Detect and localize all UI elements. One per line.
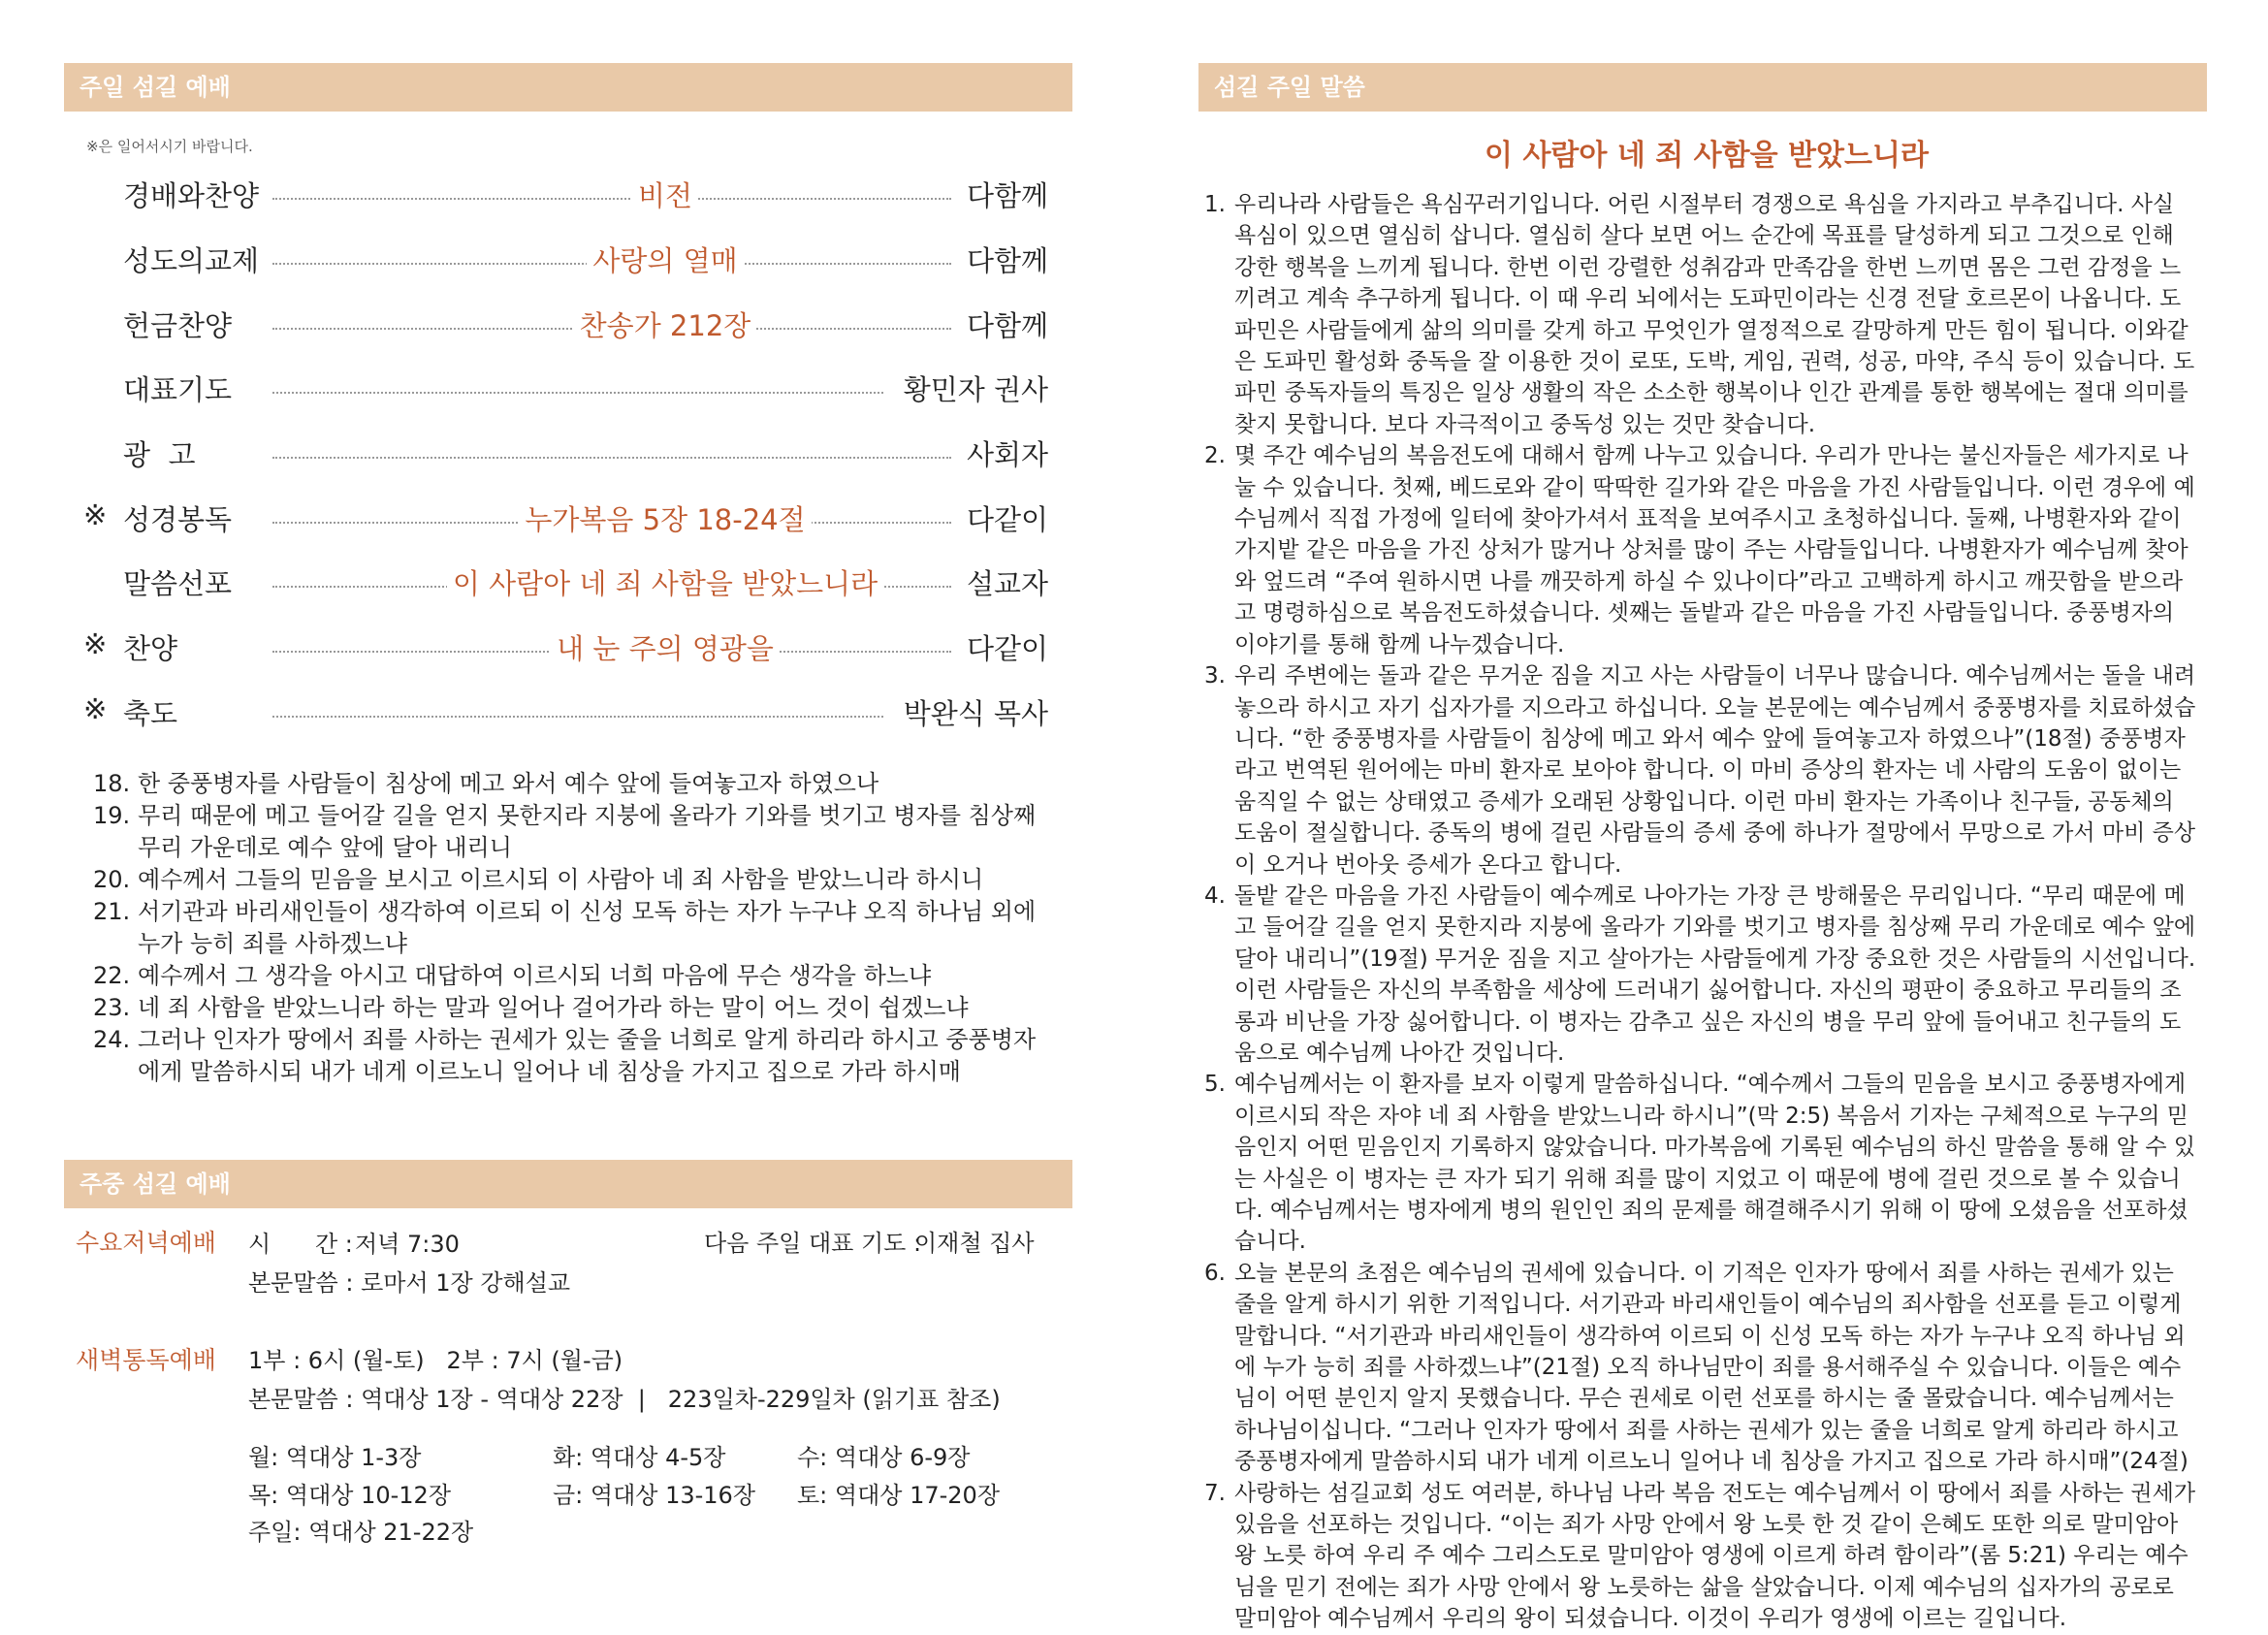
reading-thu: 목: 역대상 10-12장 — [248, 1482, 452, 1509]
point-number: 2. — [1204, 443, 1226, 469]
order-person: 사회자 — [966, 438, 1048, 471]
order-item: 사랑의 열매 — [374, 240, 956, 279]
order-label: 헌금찬양 — [123, 309, 233, 342]
point-number: 3. — [1204, 663, 1226, 689]
order-person: 박완식 목사 — [903, 697, 1048, 730]
order-item: 내 눈 주의 영광을 — [374, 627, 956, 667]
order-item: 이 사람아 네 죄 사함을 받았느니라 — [374, 562, 956, 602]
verse-number: 18. — [93, 770, 131, 797]
reading-fri: 금: 역대상 13-16장 — [553, 1482, 756, 1509]
order-label: 말씀선포 — [123, 567, 233, 600]
order-label: 찬양 — [123, 632, 178, 665]
order-item: 찬송가 212장 — [374, 305, 956, 344]
reading-wed: 수: 역대상 6-9장 — [797, 1444, 971, 1471]
order-person: 다같이 — [966, 503, 1048, 536]
reading-tue: 화: 역대상 4-5장 — [553, 1444, 726, 1471]
point-number: 7. — [1204, 1480, 1226, 1506]
dawn-times: 1부 : 6시 (월-토) 2부 : 7시 (월-금) — [248, 1347, 623, 1374]
verse-text: 예수께서 그들의 믿음을 보시고 이르시되 이 사람아 네 죄 사함을 받았느니라 하시니 — [138, 866, 984, 893]
standing-mark: ※ — [83, 498, 108, 531]
sermon-title: 이 사람아 네 죄 사함을 받았느니라 — [1485, 139, 1929, 173]
verse-number: 24. — [93, 1026, 131, 1053]
point-text: 우리나라 사람들은 욕심꾸러기입니다. 어린 시절부터 경쟁으로 욕심을 가지라고 부추깁니다. 사실 욕심이 있으면 열심히 삽니다. 열심히 살다 보면 어느 순간에 목표를 달성하게 되고 그것으로 인해 강한 행복을 느끼게 됩니다. 한번 이런 강렬한 성취감과 만족감을 한번 느끼면 몸은 그런 감정을 느끼려고 계속 추구하게 됩니다. 이 때 우리 뇌에서는 도파민이라는 신경 전달 호르몬이 나옵니다. 도파민은 사람들에게 삶의 의미를 갖게 하고 무엇인가 열정적으로 갈망하게 만든 힘이 됩니다. 이와같은 도파민 활성화 중독을 잘 이용한 것이 로또, 도박, 게임, 권력, 성공, 마약, 주식 등이 있습니다. 도파민 중독자들의 특징은 일상 생활의 작은 소소한 행복이나 인간 관계를 통한 행복에는 절대 의미를 찾지 못합니다. 보다 자극적이고 중독성 있는 것만 찾습니다. — [1234, 192, 2195, 437]
wednesday-time-label: 시 간 : — [248, 1231, 353, 1258]
sermon-points — [1204, 189, 2201, 1635]
sermon-point — [1204, 1069, 2201, 1257]
section-header-weekday-worship: 주중 섬길 예배 — [64, 1160, 1072, 1208]
reading-sun: 주일: 역대상 21-22장 — [248, 1519, 474, 1546]
point-text: 몇 주간 예수님의 복음전도에 대해서 함께 나누고 있습니다. 우리가 만나는 불신자들은 세가지로 나눌 수 있습니다. 첫째, 베드로와 같이 딱딱한 길가와 같은 마음을 가진 사람들입니다. 이런 경우에 예수님께서 직접 가정에 일터에 찾아가셔서 표적을 보여주시고 초청하십니다. 둘째, 나병환자와 같이 가지밭 같은 마음을 가진 상처가 많거나 상처를 많이 주는 사람들입니다. 나병환자가 예수님께 찾아와 엎드려 “주여 원하시면 나를 깨끗하게 하실 수 있나이다”라고 고백하게 하시고 깨끗함을 받으라고 명령하심으로 복음전도하셨습니다. 셋째는 돌밭과 같은 마음을 가진 사람들입니다. 중풍병자의 이야기를 통해 함께 나누겠습니다. — [1234, 443, 2195, 657]
section-header-sermon: 섬길 주일 말씀 — [1198, 63, 2207, 112]
reading-sat: 토: 역대상 17-20장 — [797, 1482, 1001, 1509]
point-number: 6. — [1204, 1260, 1226, 1286]
verse-text: 서기관과 바리새인들이 생각하여 이르되 이 신성 모독 하는 자가 누구냐 오직 하나님 외에 누가 능히 죄를 사하겠느냐 — [138, 898, 1037, 957]
order-label: 경배와찬양 — [123, 179, 260, 212]
order-item: 비전 — [374, 175, 956, 214]
sermon-point — [1204, 440, 2201, 660]
wednesday-time: 저녁 7:30 — [355, 1231, 460, 1258]
point-number: 4. — [1204, 882, 1226, 909]
verse-number: 19. — [93, 802, 131, 829]
standing-note: ※은 일어서시기 바랍니다. — [86, 138, 253, 155]
section-header-sunday-worship: 주일 섬길 예배 — [64, 63, 1072, 112]
standing-mark: ※ — [83, 627, 108, 660]
reading-mon: 월: 역대상 1-3장 — [248, 1444, 422, 1471]
dawn-text: 본문말씀 : 역대상 1장 - 역대상 22장 | 223일차-229일차 (읽기표 참조) — [248, 1386, 1001, 1413]
verse-text: 네 죄 사함을 받았느니라 하는 말과 일어나 걸어가라 하는 말이 어느 것이 쉽겠느냐 — [138, 994, 969, 1021]
verse-text: 예수께서 그 생각을 아시고 대답하여 이르시되 너희 마음에 무슨 생각을 하느냐 — [138, 962, 932, 989]
verse-number: 20. — [93, 866, 131, 893]
verse-number: 22. — [93, 962, 131, 989]
point-text: 우리 주변에는 돌과 같은 무거운 짐을 지고 사는 사람들이 너무나 많습니다. 예수님께서는 돌을 내려놓으라 하시고 자기 십자가를 지으라고 하십니다. 오늘 본문에는 예수님께서 중풍병자를 치료하셨습니다. “한 중풍병자를 사람들이 침상에 메고 와서 예수 앞에 들여놓고자 하였으나”(18절) 중풍병자라고 번역된 원어에는 마비 환자로 보아야 합니다. 이 마비 증상의 환자는 네 사람의 도움이 없이는 움직일 수 없는 상태였고 증세가 오래된 상황입니다. 이런 마비 환자는 가족이나 친구들, 공동체의 도움이 절실합니다. 중독의 병에 걸린 사람들의 증세 중에 하나가 절망에서 무망으로 가서 마비 증상이 오거나 번아웃 증세가 온다고 합니다. — [1234, 663, 2196, 878]
order-person: 다함께 — [966, 179, 1048, 212]
wednesday-service-label: 수요저녁예배 — [76, 1229, 216, 1257]
point-text: 오늘 본문의 초점은 예수님의 권세에 있습니다. 이 기적은 인자가 땅에서 죄를 사하는 권세가 있는 줄을 알게 하시기 위한 기적입니다. 서기관과 바리새인들이 예수님의 죄사함을 선포를 듣고 이렇게 말합니다. “서기관과 바리새인들이 생각하여 이르되 이 신성 모독 하는 자가 누구냐 오직 하나님 외에 누가 능히 죄를 사하겠느냐”(21절) 오직 하나님만이 죄를 용서해주실 수 있습니다. 이들은 예수님이 어떤 분인지 알지 못했습니다. 무슨 권세로 이런 선포를 하시는 줄 몰랐습니다. 예수님께서는 하나님이십니다. “그러나 인자가 땅에서 죄를 사하는 권세가 있는 줄을 너희로 알게 하리라 하시고 중풍병자에게 말씀하시되 내가 네게 이르노니 일어나 네 침상을 가지고 집으로 가라 하시매”(24절) — [1234, 1260, 2188, 1475]
verse-number: 21. — [93, 898, 131, 925]
sermon-point — [1204, 881, 2201, 1069]
order-label: 대표기도 — [123, 373, 233, 406]
order-label: 축도 — [123, 697, 178, 730]
order-person: 다함께 — [966, 244, 1048, 277]
order-person: 설교자 — [966, 567, 1048, 600]
sermon-point — [1204, 189, 2201, 440]
verse-text: 한 중풍병자를 사람들이 침상에 메고 와서 예수 앞에 들여놓고자 하였으나 — [138, 770, 879, 797]
standing-mark: ※ — [83, 692, 108, 725]
point-text: 사랑하는 섬길교회 성도 여러분, 하나님 나라 복음 전도는 예수님께서 이 땅에서 죄를 사하는 권세가 있음을 선포하는 것입니다. “이는 죄가 사망 안에서 왕 노릇 한 것 같이 은혜도 또한 의로 말미암아 왕 노릇 하여 우리 주 예수 그리스도로 말미암아 영생에 이르게 하려 함이라”(롬 5:21) 우리는 예수님을 믿기 전에는 죄가 사망 안에서 왕 노릇하는 삶을 살았습니다. 이제 예수님의 십자가의 공로로 말미암아 예수님께서 우리의 왕이 되셨습니다. 이것이 우리가 영생에 이르는 길입니다. — [1234, 1480, 2196, 1632]
sermon-point — [1204, 660, 2201, 881]
order-label: 성도의교제 — [123, 244, 260, 277]
sermon-point — [1204, 1258, 2201, 1478]
order-item: 누가복음 5장 18-24절 — [374, 498, 956, 538]
dawn-service-label: 새벽통독예배 — [76, 1346, 216, 1374]
order-person: 황민자 권사 — [903, 373, 1048, 406]
next-prayer-person: 이재철 집사 — [914, 1230, 1035, 1257]
order-person: 다같이 — [966, 632, 1048, 665]
point-text: 돌밭 같은 마음을 가진 사람들이 예수께로 나아가는 가장 큰 방해물은 무리입니다. “무리 때문에 메고 들어갈 길을 얻지 못한지라 지붕에 올라가 기와를 벗기고 병자를 침상째 무리 가운데로 예수 앞에 달아 내리니”(19절) 무거운 짐을 지고 살아가는 사람들에게 가장 중요한 것은 사람들의 시선입니다. 이런 사람들은 자신의 부족함을 세상에 드러내기 싫어합니다. 자신의 평판이 중요하고 무리들의 조롱과 비난을 가장 싫어합니다. 이 병자는 감추고 싶은 자신의 병을 무리 앞에 들어내고 친구들의 도움으로 예수님께 나아간 것입니다. — [1234, 882, 2196, 1066]
order-person: 다함께 — [966, 309, 1048, 342]
wednesday-text: 본문말씀 : 로마서 1장 강해설교 — [248, 1269, 571, 1297]
sermon-point — [1204, 1478, 2201, 1635]
point-number: 1. — [1204, 192, 1226, 217]
point-number: 5. — [1204, 1072, 1226, 1098]
point-text: 예수님께서는 이 환자를 보자 이렇게 말씀하십니다. “예수께서 그들의 믿음을 보시고 중풍병자에게 이르시되 작은 자야 네 죄 사함을 받았느니라 하시니”(막 2:5) 복음서 기자는 구체적으로 누구의 믿음인지 어떤 믿음인지 기록하지 않았습니다. 마가복음에 기록된 예수님의 하신 말씀을 통해 알 수 있는 사실은 이 병자는 큰 자가 되기 위해 죄를 많이 지었고 이 때문에 병에 걸린 것으로 볼 수 있습니다. 예수님께서는 병자에게 병의 원인인 죄의 문제를 해결해주시기 위해 이 땅에 오셨음을 선포하셨습니다. — [1234, 1072, 2196, 1255]
verse-text: 무리 때문에 메고 들어갈 길을 얻지 못한지라 지붕에 올라가 기와를 벗기고 병자를 침상째 무리 가운데로 예수 앞에 달아 내리니 — [138, 802, 1037, 861]
next-prayer-label: 다음 주일 대표 기도 : — [704, 1230, 922, 1257]
order-label: 성경봉독 — [123, 503, 233, 536]
order-label: 광 고 — [123, 438, 196, 471]
verse-text: 그러나 인자가 땅에서 죄를 사하는 권세가 있는 줄을 너희로 알게 하리라 하시고 중풍병자에게 말씀하시되 내가 네게 이르노니 일어나 네 침상을 가지고 집으로 가라 하시매 — [138, 1026, 1037, 1085]
verse-number: 23. — [93, 994, 131, 1021]
